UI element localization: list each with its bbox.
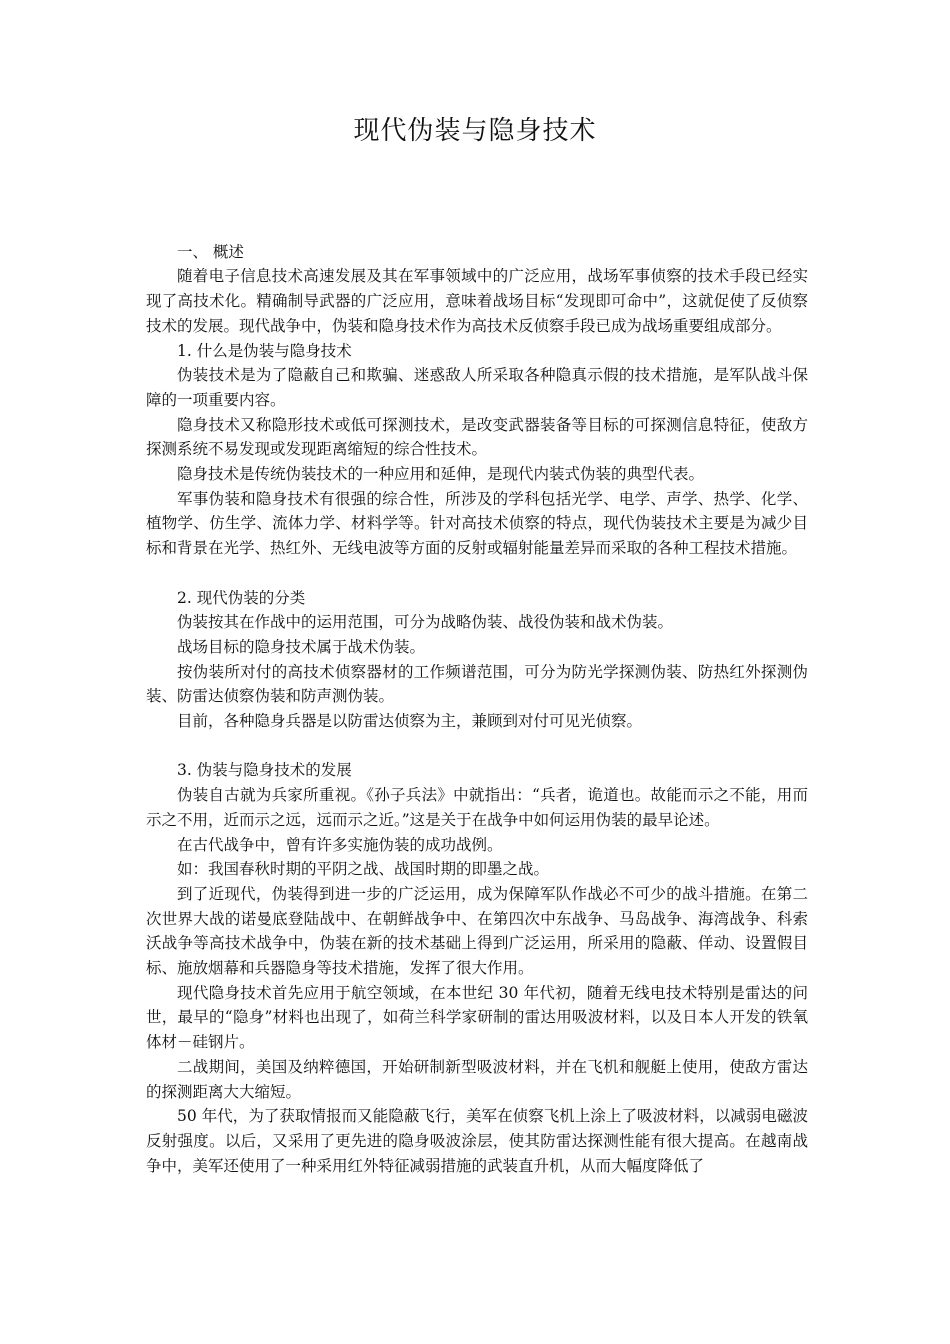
page-title: 现代伪装与隐身技术 xyxy=(353,116,597,146)
paragraph: 军事伪装和隐身技术有很强的综合性，所涉及的学科包括光学、电学、声学、热学、化学、植物学、仿生学、流体力学、材料学等。针对高技术侦察的特点，现代伪装技术主要是为减少目标和背景在光学、热红外、无线电波等方面的反射或辐射能量差异而采取的各种工程技术措施。 xyxy=(146,489,808,558)
paragraph: 按伪装所对付的高技术侦察器材的工作频谱范围，可分为防光学探测伪装、防热红外探测伪装、防雷达侦察伪装和防声测伪装。 xyxy=(146,662,808,706)
paragraph: 二战期间，美国及纳粹德国，开始研制新型吸波材料，并在飞机和舰艇上使用，使敌方雷达的探测距离大大缩短。 xyxy=(146,1057,808,1101)
paragraph: 伪装按其在作战中的运用范围，可分为战略伪装、战役伪装和战术伪装。 xyxy=(177,613,674,632)
paragraph: 伪装技术是为了隐蔽自己和欺骗、迷惑敌人所采取各种隐真示假的技术措施，是军队战斗保障的一项重要内容。 xyxy=(146,366,808,409)
paragraph: 战场目标的隐身技术属于战术伪装。 xyxy=(177,637,426,656)
spacer xyxy=(146,215,808,240)
subsection-heading: 2. 现代伪装的分类 xyxy=(177,588,306,607)
paragraph: 50 年代，为了获取情报而又能隐蔽飞行，美军在侦察飞机上涂上了吸波材料，以减弱电磁波反射强度。以后，又采用了更先进的隐身吸波涂层，使其防雷达探测性能有很大提高。在越南战争中，美军还使用了一种采用红外特征减弱措施的武装直升机，从而大幅度降低了 xyxy=(146,1107,808,1175)
subsection-heading: 1. 什么是伪装与隐身技术 xyxy=(177,341,352,360)
subsection-heading: 3. 伪装与隐身技术的发展 xyxy=(177,761,352,780)
paragraph: 在古代战争中，曾有许多实施伪装的成功战例。 xyxy=(177,835,503,854)
paragraph: 到了近现代，伪装得到进一步的广泛运用，成为保障军队作战必不可少的战斗措施。在第二次世界大战的诺曼底登陆战中、在朝鲜战争中、在第四次中东战争、马岛战争、海湾战争、科索沃战争等高技术战争中，伪装在新的技术基础上得到广泛运用，所采用的隐蔽、佯动、设置假目标、施放烟幕和兵器隐身等技术措施，发挥了很大作用。 xyxy=(146,884,808,978)
paragraph: 伪装自古就为兵家所重视。《孙子兵法》中就指出：“兵者，诡道也。故能而示之不能，用而示之不用，近而示之远，远而示之近。”这是关于在战争中如何运用伪装的最早论述。 xyxy=(146,786,808,829)
paragraph: 目前，各种隐身兵器是以防雷达侦察为主，兼顾到对付可见光侦察。 xyxy=(177,712,643,731)
section-heading: 一、 概述 xyxy=(177,242,244,261)
document-body xyxy=(146,215,808,1178)
paragraph: 如：我国春秋时期的平阴之战、战国时期的即墨之战。 xyxy=(177,860,550,879)
paragraph: 隐身技术是传统伪装技术的一种应用和延伸，是现代内装式伪装的典型代表。 xyxy=(177,465,705,484)
paragraph: 现代隐身技术首先应用于航空领域，在本世纪 30 年代初，随着无线电技术特别是雷达的问世，最早的“隐身”材料也出现了，如荷兰科学家研制的雷达用吸波材料，以及日本人开发的铁氧体材－硅钢片。 xyxy=(146,983,808,1052)
paragraph: 隐身技术又称隐形技术或低可探测技术，是改变武器装备等目标的可探测信息特征，使敌方探测系统不易发现或发现距离缩短的综合性技术。 xyxy=(146,415,808,459)
spacer xyxy=(146,734,808,759)
spacer xyxy=(146,561,808,586)
paragraph: 随着电子信息技术高速发展及其在军事领域中的广泛应用，战场军事侦察的技术手段已经实现了高技术化。精确制导武器的广泛应用，意味着战场目标“发现即可命中”，这就促使了反侦察技术的发展。现代战争中，伪装和隐身技术作为高技术反侦察手段已成为战场重要组成部分。 xyxy=(146,267,808,335)
